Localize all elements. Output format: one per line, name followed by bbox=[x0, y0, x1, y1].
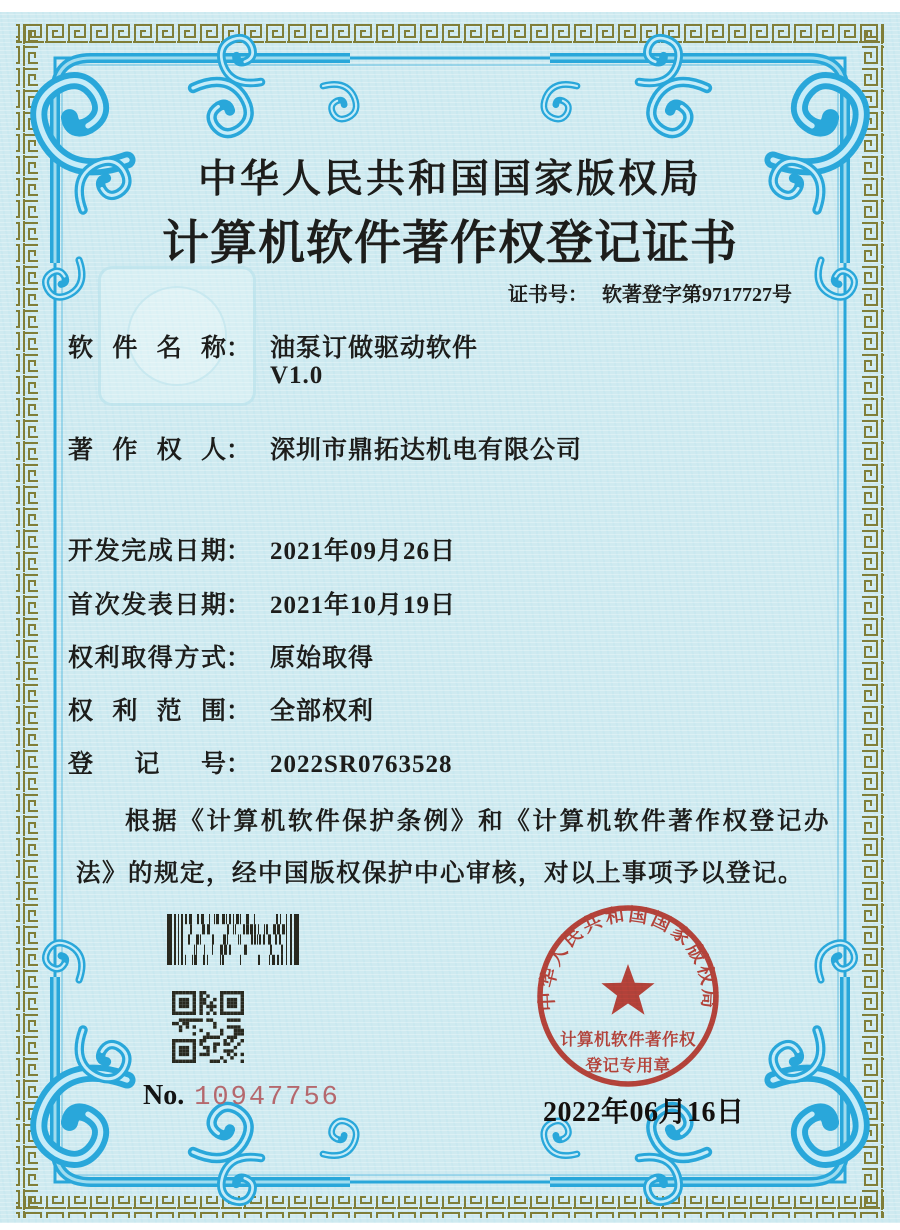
serial-number: 10947756 bbox=[194, 1083, 340, 1113]
serial-prefix: No. bbox=[143, 1080, 185, 1111]
border-bottom bbox=[16, 1196, 884, 1218]
rights-acquisition-value: 原始取得 bbox=[270, 645, 375, 672]
issue-date: 2022年06月16日 bbox=[543, 1097, 745, 1128]
border-top bbox=[16, 24, 884, 46]
official-seal bbox=[532, 900, 724, 1092]
field-copyright-owner: 著作权人： 深圳市鼎拓达机电有限公司 bbox=[68, 437, 583, 464]
seal-line2: 登记专用章 bbox=[585, 1057, 671, 1075]
seal-line1: 计算机软件著作权 bbox=[560, 1031, 696, 1049]
serial-number-line bbox=[143, 1080, 340, 1113]
qr-code bbox=[172, 991, 244, 1063]
corner-flourish-bottom-left bbox=[27, 938, 360, 1205]
software-name-value: 油泵订做驱动软件 bbox=[270, 335, 479, 362]
certificate-number-line bbox=[508, 278, 792, 307]
legal-statement: 根据《计算机软件保护条例》和《计算机软件著作权登记办法》的规定，经中国版权保护中心审核，对以上事项予以登记。 bbox=[76, 808, 830, 887]
field-rights-scope: 权利范围： 全部权利 bbox=[68, 698, 375, 725]
software-version-value: V1.0 bbox=[270, 362, 324, 389]
registration-number-value: 2022SR0763528 bbox=[270, 751, 453, 778]
seal-ring-text: 中华人民共和国国家版权局 bbox=[536, 904, 720, 1012]
certificate-number-label: 证书号： bbox=[508, 284, 588, 306]
copyright-owner-value: 深圳市鼎拓达机电有限公司 bbox=[270, 437, 583, 464]
field-rights-acquisition: 权利取得方式： 原始取得 bbox=[68, 645, 375, 672]
star-icon bbox=[601, 964, 654, 1015]
authority-title: 中华人民共和国国家版权局 bbox=[197, 158, 702, 201]
field-registration-number: 登记号： 2022SR0763528 bbox=[68, 751, 453, 778]
certificate-number-value: 软著登字第9717727号 bbox=[602, 284, 792, 306]
field-dev-complete-date: 开发完成日期： 2021年09月26日 bbox=[68, 538, 457, 565]
field-software-name: 软件名称： 油泵订做驱动软件 bbox=[68, 335, 479, 362]
barcode-2d bbox=[167, 914, 299, 965]
certificate-title: 计算机软件著作权登记证书 bbox=[162, 218, 738, 270]
first-publish-date-value: 2021年10月19日 bbox=[270, 592, 457, 619]
rights-scope-value: 全部权利 bbox=[270, 698, 375, 725]
dev-complete-date-value: 2021年09月26日 bbox=[270, 538, 457, 565]
field-first-publish-date: 首次发表日期： 2021年10月19日 bbox=[68, 592, 457, 619]
